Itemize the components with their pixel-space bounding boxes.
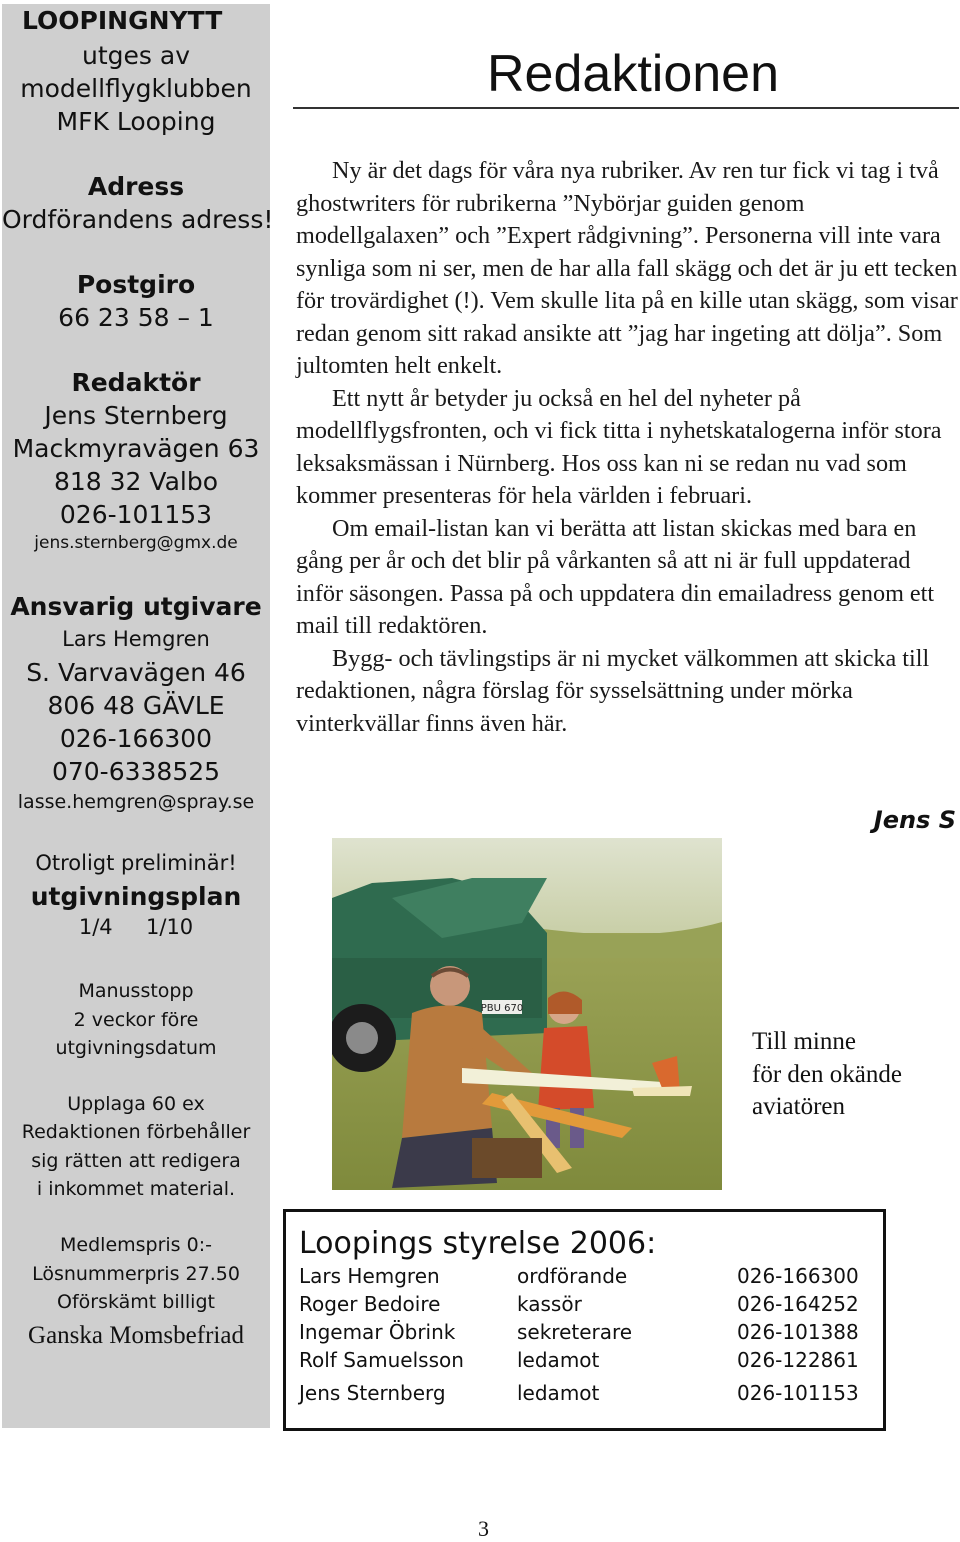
edition-line: Redaktionen förbehåller	[21, 1121, 251, 1143]
editor-line: 818 32 Valbo	[53, 467, 218, 496]
deadline-line: utgivningsdatum	[55, 1037, 217, 1059]
caption-line: Till minne	[752, 1028, 856, 1055]
masthead: LOOPINGNYTT	[22, 6, 223, 35]
published-by-line: MFK Looping	[56, 107, 216, 136]
member-phone: 026-166300	[737, 1264, 859, 1288]
member-name: Ingemar Öbrink	[299, 1320, 456, 1344]
member-phone: 026-101388	[737, 1320, 859, 1344]
deadline-line: Manusstopp	[78, 980, 194, 1002]
price-line: Lösnummerpris 27.50	[32, 1263, 240, 1285]
photo-caption	[752, 1026, 902, 1124]
publisher-line: 026-166300	[59, 724, 213, 753]
member-role: ordförande	[517, 1264, 628, 1288]
article-title: Redaktionen	[487, 45, 779, 103]
edition-line: Upplaga 60 ex	[67, 1093, 205, 1115]
editor-email: jens.sternberg@gmx.de	[34, 533, 238, 553]
title-rule	[293, 107, 959, 109]
schedule-label: utgivningsplan	[30, 882, 242, 911]
editor-label: Redaktör	[71, 368, 201, 397]
article-paragraph: Ett nytt år betyder ju också en hel del nyheter på modellflygsfronten, och vi fick titta i nyhetskatalogerna inför stora leksaksmässan i Nürnberg. Hos oss kan ni se redan nu vad som kommer presenteras för hela världen i februari.	[296, 384, 942, 509]
license-plate-text: PBU 670	[480, 1003, 524, 1014]
address-label: Adress	[87, 172, 185, 201]
member-name: Roger Bedoire	[299, 1292, 441, 1316]
member-name: Lars Hemgren	[299, 1264, 440, 1288]
info-sidebar	[2, 4, 274, 1428]
member-phone: 026-122861	[737, 1348, 859, 1372]
article-paragraph: Om email-listan kan vi berätta att listan skickas med bara en gång per år och det blir på vårkanten så att ni är full uppdaterad inför säsongen. Passa på och uppdatera din emailadress genom ett mail till redaktören.	[296, 514, 935, 639]
postgiro-label: Postgiro	[76, 270, 196, 299]
published-by-line: utges av	[82, 41, 190, 70]
edition-line: i inkommet material.	[36, 1178, 236, 1200]
caption-line: för den okände	[752, 1060, 902, 1088]
article-signature: Jens S	[873, 806, 956, 834]
caption-line: aviatören	[752, 1093, 846, 1120]
member-role: ledamot	[517, 1381, 600, 1405]
member-role: ledamot	[517, 1348, 600, 1372]
tax-note: Ganska Momsbefriad	[28, 1322, 244, 1349]
member-role: sekreterare	[517, 1320, 633, 1344]
member-name: Rolf Samuelsson	[299, 1348, 464, 1372]
publisher-email: lasse.hemgren@spray.se	[17, 791, 255, 813]
member-phone: 026-101153	[737, 1381, 859, 1405]
published-by-line: modellflygklubben	[20, 74, 252, 103]
address-value: Ordförandens adress!	[2, 205, 274, 234]
article-paragraph: Ny är det dags för våra nya rubriker. Av ren tur fick vi tag i två ghostwriters för rubrikerna ”Nybörjar guiden genom modellgalaxen” och ”Expert rådgivning”. Personerna vill inte vara synliga som ni ser, men de har alla fall skägg och det är ju ett tecken för trovärdighet (!). Vem skulle lita på en kille utan skägg, som visar redan genom sitt rakad ansikte att ”jag har ingeting att dölja”. Som jultomten helt enkelt.	[296, 157, 958, 379]
publisher-line: S. Varvavägen 46	[26, 658, 246, 687]
publisher-line: 806 48 GÄVLE	[47, 691, 225, 720]
editor-line: 026-101153	[59, 500, 213, 529]
postgiro-value: 66 23 58 – 1	[58, 303, 214, 332]
edition-line: sig rätten att redigera	[31, 1150, 241, 1172]
schedule-dates: 1/4 1/10	[78, 915, 194, 939]
editor-line: Mackmyravägen 63	[12, 434, 260, 463]
member-role: kassör	[517, 1292, 582, 1316]
publisher-line: Lars Hemgren	[62, 627, 210, 651]
publisher-label: Ansvarig utgivare	[10, 592, 262, 621]
board-box	[283, 1209, 886, 1431]
schedule-note: Otroligt preliminär!	[35, 851, 237, 875]
price-line: Medlemspris 0:-	[60, 1234, 212, 1256]
publisher-line: 070-6338525	[51, 757, 221, 786]
price-line: Oförskämt billigt	[57, 1291, 215, 1313]
editor-line: Jens Sternberg	[44, 401, 228, 430]
member-phone: 026-164252	[737, 1292, 859, 1316]
article-paragraph: Bygg- och tävlingstips är ni mycket välkommen att skicka till redaktionen, några förslag för sysselsättning under mörka vinterkvällar finns även här.	[296, 644, 930, 737]
memorial-photo	[332, 838, 722, 1190]
board-title: Loopings styrelse 2006:	[299, 1226, 657, 1261]
deadline-line: 2 veckor före	[73, 1009, 199, 1031]
page-number: 3	[478, 1516, 489, 1541]
article-body	[296, 155, 958, 740]
member-name: Jens Sternberg	[299, 1381, 446, 1405]
